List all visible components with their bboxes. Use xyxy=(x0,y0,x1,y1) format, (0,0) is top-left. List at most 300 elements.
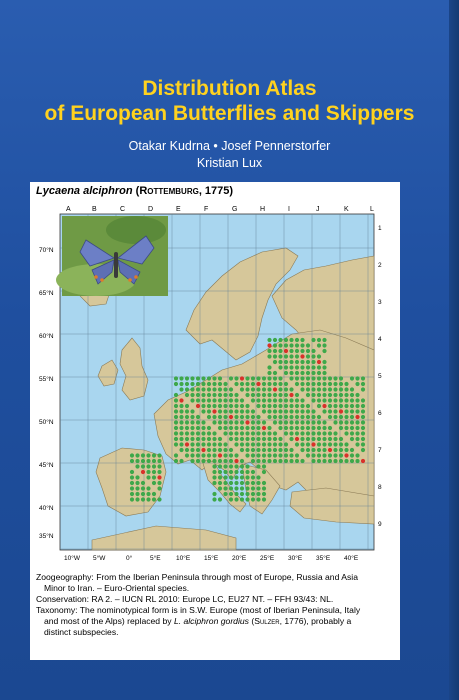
record-dot xyxy=(218,420,222,424)
record-dot xyxy=(361,442,365,446)
record-dot xyxy=(256,437,260,441)
record-dot xyxy=(267,409,271,413)
col-letter: B xyxy=(92,206,97,213)
record-dot xyxy=(267,393,271,397)
record-dot xyxy=(311,448,315,452)
record-dot xyxy=(317,431,321,435)
record-dot xyxy=(289,376,293,380)
record-dot xyxy=(223,486,227,490)
record-dot xyxy=(306,371,310,375)
record-dot xyxy=(300,371,304,375)
record-dot xyxy=(344,393,348,397)
species-author: (Rottemburg, 1775) xyxy=(135,185,234,197)
record-dot xyxy=(201,437,205,441)
record-dot xyxy=(311,349,315,353)
record-dot xyxy=(317,338,321,342)
record-dot xyxy=(190,448,194,452)
record-dot xyxy=(256,453,260,457)
record-dot xyxy=(174,382,178,386)
record-dot xyxy=(240,492,244,496)
record-dot xyxy=(256,481,260,485)
record-dot xyxy=(223,426,227,430)
record-dot xyxy=(212,431,216,435)
record-dot xyxy=(311,459,315,463)
record-dot xyxy=(240,448,244,452)
record-dot xyxy=(278,382,282,386)
record-dot xyxy=(251,398,255,402)
record-dot xyxy=(284,387,288,391)
record-dot xyxy=(256,475,260,479)
record-dot xyxy=(328,382,332,386)
record-dot xyxy=(267,459,271,463)
record-dot xyxy=(344,426,348,430)
record-dot xyxy=(311,382,315,386)
record-dot xyxy=(196,393,200,397)
record-dot xyxy=(207,431,211,435)
record-dot xyxy=(273,338,277,342)
record-dot xyxy=(218,448,222,452)
record-dot xyxy=(317,360,321,364)
row-number: 2 xyxy=(378,262,382,269)
record-dot xyxy=(317,442,321,446)
record-dot xyxy=(361,459,365,463)
lon-label: 0° xyxy=(126,555,133,562)
record-dot xyxy=(317,398,321,402)
record-dot xyxy=(311,376,315,380)
record-dot xyxy=(141,453,145,457)
species-notes xyxy=(36,572,392,638)
record-dot xyxy=(229,437,233,441)
record-dot xyxy=(201,404,205,408)
record-dot xyxy=(333,387,337,391)
record-dot xyxy=(295,371,299,375)
col-letter: D xyxy=(148,206,154,213)
row-number: 5 xyxy=(378,373,382,380)
record-dot xyxy=(223,382,227,386)
record-dot xyxy=(141,464,145,468)
lat-label: 50°N xyxy=(39,419,54,426)
record-dot xyxy=(289,459,293,463)
record-dot xyxy=(251,486,255,490)
record-dot xyxy=(245,437,249,441)
record-dot xyxy=(273,404,277,408)
record-dot xyxy=(234,442,238,446)
record-dot xyxy=(361,431,365,435)
record-dot xyxy=(322,398,326,402)
record-dot xyxy=(146,475,150,479)
record-dot xyxy=(190,398,194,402)
record-dot xyxy=(207,415,211,419)
record-dot xyxy=(218,481,222,485)
col-letter: K xyxy=(344,206,349,213)
record-dot xyxy=(201,420,205,424)
record-dot xyxy=(196,442,200,446)
record-dot xyxy=(361,409,365,413)
record-dot xyxy=(284,448,288,452)
record-dot xyxy=(344,415,348,419)
col-letter: A xyxy=(66,206,71,213)
record-dot xyxy=(295,442,299,446)
record-dot xyxy=(152,475,156,479)
record-dot xyxy=(240,431,244,435)
record-dot xyxy=(212,453,216,457)
record-dot xyxy=(218,387,222,391)
record-dot xyxy=(328,426,332,430)
record-dot xyxy=(317,437,321,441)
record-dot xyxy=(223,459,227,463)
record-dot xyxy=(328,398,332,402)
record-dot xyxy=(256,431,260,435)
record-dot xyxy=(350,426,354,430)
record-dot xyxy=(207,376,211,380)
taxonomy-text-end: , probably a xyxy=(306,616,352,626)
record-dot xyxy=(256,497,260,501)
record-dot xyxy=(328,453,332,457)
record-dot xyxy=(245,453,249,457)
col-letter: L xyxy=(370,206,374,213)
record-dot xyxy=(174,404,178,408)
record-dot xyxy=(284,382,288,386)
lon-label: 20°E xyxy=(232,555,247,562)
record-dot xyxy=(344,398,348,402)
record-dot xyxy=(229,409,233,413)
row-number: 6 xyxy=(378,410,382,417)
record-dot xyxy=(322,453,326,457)
record-dot xyxy=(273,354,277,358)
record-dot xyxy=(218,470,222,474)
record-dot xyxy=(201,442,205,446)
record-dot xyxy=(245,475,249,479)
record-dot xyxy=(333,448,337,452)
record-dot xyxy=(141,481,145,485)
record-dot xyxy=(267,442,271,446)
record-dot xyxy=(333,398,337,402)
record-dot xyxy=(262,453,266,457)
record-dot xyxy=(262,448,266,452)
record-dot xyxy=(245,393,249,397)
record-dot xyxy=(328,404,332,408)
record-dot xyxy=(207,409,211,413)
row-number: 3 xyxy=(378,299,382,306)
record-dot xyxy=(223,470,227,474)
record-dot xyxy=(256,398,260,402)
record-dot xyxy=(278,354,282,358)
record-dot xyxy=(229,453,233,457)
record-dot xyxy=(196,387,200,391)
record-dot xyxy=(245,464,249,468)
record-dot xyxy=(344,409,348,413)
record-dot xyxy=(262,387,266,391)
record-dot xyxy=(278,376,282,380)
record-dot xyxy=(262,437,266,441)
record-dot xyxy=(245,420,249,424)
record-dot xyxy=(339,409,343,413)
record-dot xyxy=(234,376,238,380)
record-dot xyxy=(355,409,359,413)
record-dot xyxy=(306,426,310,430)
record-dot xyxy=(355,376,359,380)
record-dot xyxy=(218,497,222,501)
record-dot xyxy=(234,453,238,457)
record-dot xyxy=(185,431,189,435)
record-dot xyxy=(262,426,266,430)
record-dot xyxy=(284,354,288,358)
record-dot xyxy=(174,437,178,441)
record-dot xyxy=(322,360,326,364)
record-dot xyxy=(317,393,321,397)
record-dot xyxy=(328,459,332,463)
record-dot xyxy=(130,459,134,463)
record-dot xyxy=(240,475,244,479)
record-dot xyxy=(262,393,266,397)
record-dot xyxy=(185,409,189,413)
record-dot xyxy=(289,415,293,419)
record-dot xyxy=(284,415,288,419)
lon-label: 40°E xyxy=(344,555,359,562)
record-dot xyxy=(361,448,365,452)
record-dot xyxy=(229,376,233,380)
record-dot xyxy=(229,481,233,485)
record-dot xyxy=(212,382,216,386)
record-dot xyxy=(278,415,282,419)
record-dot xyxy=(273,415,277,419)
record-dot xyxy=(306,453,310,457)
record-dot xyxy=(207,459,211,463)
record-dot xyxy=(317,426,321,430)
record-dot xyxy=(289,398,293,402)
lon-label: 10°W xyxy=(64,555,80,562)
record-dot xyxy=(278,398,282,402)
record-dot xyxy=(240,486,244,490)
record-dot xyxy=(245,404,249,408)
record-dot xyxy=(212,464,216,468)
record-dot xyxy=(300,426,304,430)
record-dot xyxy=(207,437,211,441)
record-dot xyxy=(317,404,321,408)
record-dot xyxy=(267,371,271,375)
record-dot xyxy=(350,398,354,402)
record-dot xyxy=(196,448,200,452)
record-dot xyxy=(273,420,277,424)
record-dot xyxy=(322,404,326,408)
col-letter: C xyxy=(120,206,126,213)
record-dot xyxy=(350,393,354,397)
record-dot xyxy=(251,415,255,419)
record-dot xyxy=(207,387,211,391)
record-dot xyxy=(289,343,293,347)
record-dot xyxy=(295,459,299,463)
record-dot xyxy=(267,338,271,342)
record-dot xyxy=(256,387,260,391)
record-dot xyxy=(267,398,271,402)
record-dot xyxy=(317,453,321,457)
record-dot xyxy=(350,431,354,435)
atlas-page-panel xyxy=(30,182,400,660)
subspecies-author: (Sulzer, 1776) xyxy=(251,616,307,626)
record-dot xyxy=(273,459,277,463)
record-dot xyxy=(157,470,161,474)
record-dot xyxy=(300,442,304,446)
record-dot xyxy=(350,437,354,441)
record-dot xyxy=(322,409,326,413)
record-dot xyxy=(306,409,310,413)
record-dot xyxy=(355,442,359,446)
record-dot xyxy=(251,409,255,413)
record-dot xyxy=(350,409,354,413)
record-dot xyxy=(245,497,249,501)
record-dot xyxy=(322,343,326,347)
record-dot xyxy=(322,426,326,430)
record-dot xyxy=(284,349,288,353)
record-dot xyxy=(344,420,348,424)
record-dot xyxy=(229,448,233,452)
record-dot xyxy=(262,431,266,435)
record-dot xyxy=(273,393,277,397)
record-dot xyxy=(141,459,145,463)
record-dot xyxy=(311,409,315,413)
record-dot xyxy=(273,448,277,452)
record-dot xyxy=(322,349,326,353)
record-dot xyxy=(245,442,249,446)
record-dot xyxy=(328,442,332,446)
record-dot xyxy=(185,437,189,441)
record-dot xyxy=(212,415,216,419)
record-dot xyxy=(306,420,310,424)
record-dot xyxy=(229,486,233,490)
record-dot xyxy=(157,486,161,490)
record-dot xyxy=(185,376,189,380)
record-dot xyxy=(273,382,277,386)
record-dot xyxy=(223,453,227,457)
record-dot xyxy=(218,442,222,446)
record-dot xyxy=(185,393,189,397)
record-dot xyxy=(322,431,326,435)
record-dot xyxy=(174,393,178,397)
species-name: Lycaena alciphron xyxy=(36,185,133,197)
record-dot xyxy=(311,426,315,430)
record-dot xyxy=(278,338,282,342)
record-dot xyxy=(267,453,271,457)
record-dot xyxy=(234,437,238,441)
record-dot xyxy=(322,365,326,369)
record-dot xyxy=(344,442,348,446)
record-dot xyxy=(179,420,183,424)
record-dot xyxy=(218,453,222,457)
record-dot xyxy=(245,409,249,413)
record-dot xyxy=(267,437,271,441)
record-dot xyxy=(361,437,365,441)
record-dot xyxy=(251,431,255,435)
record-dot xyxy=(273,376,277,380)
record-dot xyxy=(267,448,271,452)
record-dot xyxy=(361,398,365,402)
record-dot xyxy=(278,459,282,463)
record-dot xyxy=(322,376,326,380)
record-dot xyxy=(240,464,244,468)
record-dot xyxy=(278,404,282,408)
record-dot xyxy=(201,382,205,386)
record-dot xyxy=(245,376,249,380)
record-dot xyxy=(350,376,354,380)
record-dot xyxy=(344,404,348,408)
record-dot xyxy=(328,431,332,435)
record-dot xyxy=(306,382,310,386)
record-dot xyxy=(322,459,326,463)
record-dot xyxy=(152,453,156,457)
record-dot xyxy=(196,431,200,435)
col-letter: E xyxy=(176,206,181,213)
record-dot xyxy=(240,459,244,463)
record-dot xyxy=(295,382,299,386)
record-dot xyxy=(130,497,134,501)
record-dot xyxy=(284,420,288,424)
record-dot xyxy=(141,492,145,496)
record-dot xyxy=(355,431,359,435)
record-dot xyxy=(152,481,156,485)
record-dot xyxy=(157,464,161,468)
record-dot xyxy=(284,360,288,364)
record-dot xyxy=(174,376,178,380)
record-dot xyxy=(223,409,227,413)
record-dot xyxy=(361,426,365,430)
record-dot xyxy=(179,404,183,408)
record-dot xyxy=(273,371,277,375)
record-dot xyxy=(355,426,359,430)
record-dot xyxy=(229,431,233,435)
record-dot xyxy=(196,404,200,408)
record-dot xyxy=(174,426,178,430)
record-dot xyxy=(240,497,244,501)
record-dot xyxy=(218,382,222,386)
record-dot xyxy=(251,448,255,452)
record-dot xyxy=(361,415,365,419)
record-dot xyxy=(328,415,332,419)
record-dot xyxy=(295,437,299,441)
record-dot xyxy=(157,497,161,501)
record-dot xyxy=(284,442,288,446)
record-dot xyxy=(196,415,200,419)
record-dot xyxy=(273,398,277,402)
record-dot xyxy=(328,376,332,380)
record-dot xyxy=(278,437,282,441)
record-dot xyxy=(339,393,343,397)
record-dot xyxy=(295,426,299,430)
record-dot xyxy=(229,464,233,468)
record-dot xyxy=(262,470,266,474)
record-dot xyxy=(267,382,271,386)
record-dot xyxy=(311,393,315,397)
record-dot xyxy=(300,459,304,463)
record-dot xyxy=(185,453,189,457)
record-dot xyxy=(245,492,249,496)
record-dot xyxy=(300,360,304,364)
record-dot xyxy=(223,404,227,408)
record-dot xyxy=(174,431,178,435)
record-dot xyxy=(355,398,359,402)
record-dot xyxy=(223,393,227,397)
record-dot xyxy=(278,426,282,430)
record-dot xyxy=(295,338,299,342)
record-dot xyxy=(256,382,260,386)
record-dot xyxy=(339,420,343,424)
record-dot xyxy=(190,442,194,446)
record-dot xyxy=(174,442,178,446)
col-letter: I xyxy=(288,206,290,213)
record-dot xyxy=(190,426,194,430)
record-dot xyxy=(322,387,326,391)
record-dot xyxy=(234,481,238,485)
record-dot xyxy=(278,420,282,424)
